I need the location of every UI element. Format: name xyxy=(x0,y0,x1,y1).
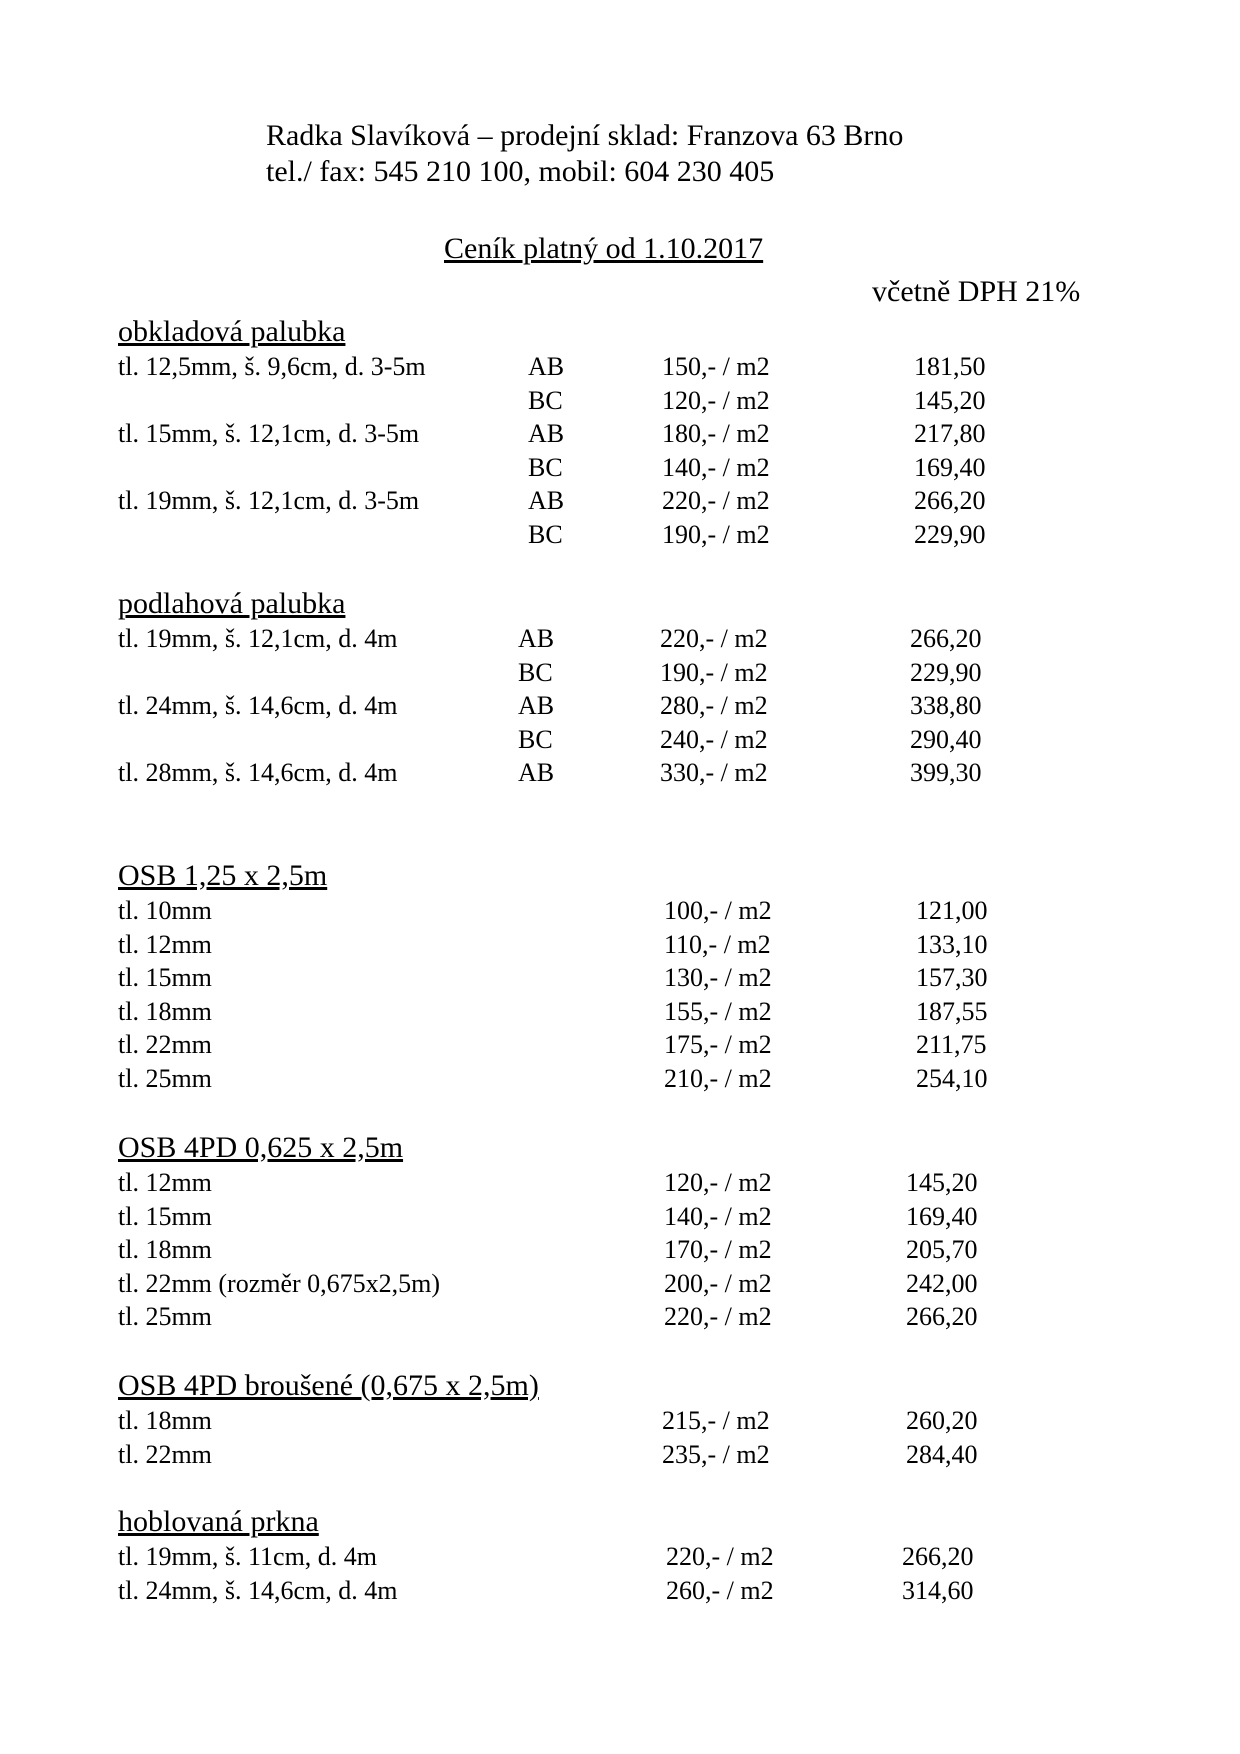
price-without-vat: 220,- / m2 xyxy=(666,1542,774,1571)
product-grade: BC xyxy=(528,519,563,549)
product-grade: BC xyxy=(518,724,553,754)
product-description: tl. 18mm xyxy=(118,996,212,1026)
price-with-vat: 169,40 xyxy=(906,1201,978,1231)
price-with-vat: 211,75 xyxy=(916,1030,987,1060)
price-row xyxy=(118,1028,1118,1062)
price-without-vat: 220,- / m2 xyxy=(660,624,768,653)
price-without-vat: 120,- / m2 xyxy=(664,1168,772,1197)
price-without-vat: 200,- / m2 xyxy=(664,1268,772,1298)
price-without-vat: 140,- / m2 xyxy=(662,452,770,482)
price-section xyxy=(118,314,1118,552)
product-description: tl. 18mm xyxy=(118,1235,212,1265)
product-description: tl. 10mm xyxy=(118,896,212,925)
product-description: tl. 25mm xyxy=(118,1063,212,1093)
section-title: podlahová palubka xyxy=(118,587,346,620)
price-row xyxy=(118,1233,1118,1267)
price-with-vat: 338,80 xyxy=(910,691,982,721)
product-description: tl. 12mm xyxy=(118,1168,212,1197)
price-row xyxy=(118,1540,1118,1574)
price-without-vat: 130,- / m2 xyxy=(664,963,772,993)
company-contact: tel./ fax: 545 210 100, mobil: 604 230 405 xyxy=(266,155,775,188)
price-without-vat: 190,- / m2 xyxy=(660,657,768,687)
price-without-vat: 240,- / m2 xyxy=(660,724,768,754)
price-with-vat: 205,70 xyxy=(906,1235,978,1265)
price-section xyxy=(118,586,1118,790)
price-row xyxy=(118,1166,1118,1200)
price-row xyxy=(118,1200,1118,1234)
price-with-vat: 254,10 xyxy=(916,1063,988,1093)
product-description: tl. 12,5mm, š. 9,6cm, d. 3-5m xyxy=(118,352,426,381)
section-title: OSB 1,25 x 2,5m xyxy=(118,859,328,892)
price-without-vat: 280,- / m2 xyxy=(660,691,768,721)
price-without-vat: 100,- / m2 xyxy=(664,896,772,925)
price-row xyxy=(118,451,1118,485)
price-row xyxy=(118,756,1118,790)
price-row xyxy=(118,1062,1118,1096)
price-with-vat: 229,90 xyxy=(910,657,982,687)
price-with-vat: 145,20 xyxy=(914,385,986,415)
price-section xyxy=(118,1504,1118,1607)
company-header xyxy=(266,118,903,190)
price-without-vat: 175,- / m2 xyxy=(664,1030,772,1060)
product-grade: AB xyxy=(518,758,555,788)
price-with-vat: 229,90 xyxy=(914,519,986,549)
price-with-vat: 260,20 xyxy=(906,1406,978,1435)
price-without-vat: 110,- / m2 xyxy=(664,929,771,959)
product-description: tl. 19mm, š. 12,1cm, d. 4m xyxy=(118,624,398,653)
product-description: tl. 19mm, š. 12,1cm, d. 3-5m xyxy=(118,486,420,516)
price-row xyxy=(118,723,1118,757)
price-row xyxy=(118,484,1118,518)
price-row xyxy=(118,995,1118,1029)
price-with-vat: 187,55 xyxy=(916,996,988,1026)
price-with-vat: 284,40 xyxy=(906,1439,978,1469)
product-description: tl. 22mm xyxy=(118,1030,212,1060)
price-with-vat: 169,40 xyxy=(914,452,986,482)
product-description: tl. 19mm, š. 11cm, d. 4m xyxy=(118,1542,378,1571)
product-description: tl. 25mm xyxy=(118,1302,212,1332)
product-description: tl. 28mm, š. 14,6cm, d. 4m xyxy=(118,758,398,788)
product-description: tl. 24mm, š. 14,6cm, d. 4m xyxy=(118,1575,398,1605)
price-with-vat: 314,60 xyxy=(902,1575,974,1605)
price-with-vat: 290,40 xyxy=(910,724,982,754)
company-address: Radka Slavíková – prodejní sklad: Franzova 63 Brno xyxy=(266,119,904,152)
price-row xyxy=(118,384,1118,418)
price-without-vat: 140,- / m2 xyxy=(664,1201,772,1231)
price-row xyxy=(118,1574,1118,1608)
price-with-vat: 217,80 xyxy=(914,419,986,449)
price-section xyxy=(118,858,1118,1096)
price-with-vat: 266,20 xyxy=(914,486,986,516)
vat-column-label: včetně DPH 21% xyxy=(872,275,1081,308)
price-row xyxy=(118,350,1118,384)
product-description: tl. 24mm, š. 14,6cm, d. 4m xyxy=(118,691,398,721)
price-without-vat: 220,- / m2 xyxy=(664,1302,772,1332)
price-without-vat: 220,- / m2 xyxy=(662,486,770,516)
price-with-vat: 121,00 xyxy=(916,896,988,925)
price-without-vat: 260,- / m2 xyxy=(666,1575,774,1605)
price-row xyxy=(118,1404,1118,1438)
price-with-vat: 266,20 xyxy=(906,1302,978,1332)
price-row xyxy=(118,1300,1118,1334)
price-row xyxy=(118,518,1118,552)
price-without-vat: 215,- / m2 xyxy=(662,1406,770,1435)
price-with-vat: 181,50 xyxy=(914,352,986,381)
price-with-vat: 133,10 xyxy=(916,929,988,959)
product-description: tl. 22mm xyxy=(118,1439,212,1469)
product-grade: AB xyxy=(528,486,565,516)
price-without-vat: 235,- / m2 xyxy=(662,1439,770,1469)
product-grade: BC xyxy=(518,657,553,687)
price-row xyxy=(118,1438,1118,1472)
price-section xyxy=(118,1368,1118,1471)
price-row xyxy=(118,894,1118,928)
price-with-vat: 242,00 xyxy=(906,1268,978,1298)
price-row xyxy=(118,928,1118,962)
price-row xyxy=(118,1267,1118,1301)
product-description: tl. 22mm (rozměr 0,675x2,5m) xyxy=(118,1268,441,1298)
product-grade: AB xyxy=(518,624,555,653)
price-with-vat: 157,30 xyxy=(916,963,988,993)
product-grade: AB xyxy=(528,352,565,381)
section-title: hoblovaná prkna xyxy=(118,1505,319,1538)
price-with-vat: 399,30 xyxy=(910,758,982,788)
product-description: tl. 15mm xyxy=(118,963,212,993)
price-section xyxy=(118,1130,1118,1334)
price-row xyxy=(118,622,1118,656)
price-without-vat: 330,- / m2 xyxy=(660,758,768,788)
price-row xyxy=(118,961,1118,995)
price-with-vat: 266,20 xyxy=(910,624,982,653)
price-without-vat: 150,- / m2 xyxy=(662,352,770,381)
price-row xyxy=(118,656,1118,690)
price-row xyxy=(118,689,1118,723)
section-title: obkladová palubka xyxy=(118,315,346,348)
price-without-vat: 120,- / m2 xyxy=(662,385,770,415)
price-without-vat: 210,- / m2 xyxy=(664,1063,772,1093)
product-description: tl. 18mm xyxy=(118,1406,212,1435)
product-grade: AB xyxy=(528,419,565,449)
price-list-title: Ceník platný od 1.10.2017 xyxy=(444,232,764,265)
product-grade: AB xyxy=(518,691,555,721)
price-without-vat: 170,- / m2 xyxy=(664,1235,772,1265)
price-with-vat: 266,20 xyxy=(902,1542,974,1571)
product-grade: BC xyxy=(528,452,563,482)
product-grade: BC xyxy=(528,385,563,415)
section-title: OSB 4PD 0,625 x 2,5m xyxy=(118,1131,404,1164)
price-row xyxy=(118,417,1118,451)
product-description: tl. 12mm xyxy=(118,929,212,959)
price-without-vat: 190,- / m2 xyxy=(662,519,770,549)
section-title: OSB 4PD broušené (0,675 x 2,5m) xyxy=(118,1369,539,1402)
product-description: tl. 15mm, š. 12,1cm, d. 3-5m xyxy=(118,419,420,449)
price-without-vat: 180,- / m2 xyxy=(662,419,770,449)
price-without-vat: 155,- / m2 xyxy=(664,996,772,1026)
price-with-vat: 145,20 xyxy=(906,1168,978,1197)
product-description: tl. 15mm xyxy=(118,1201,212,1231)
